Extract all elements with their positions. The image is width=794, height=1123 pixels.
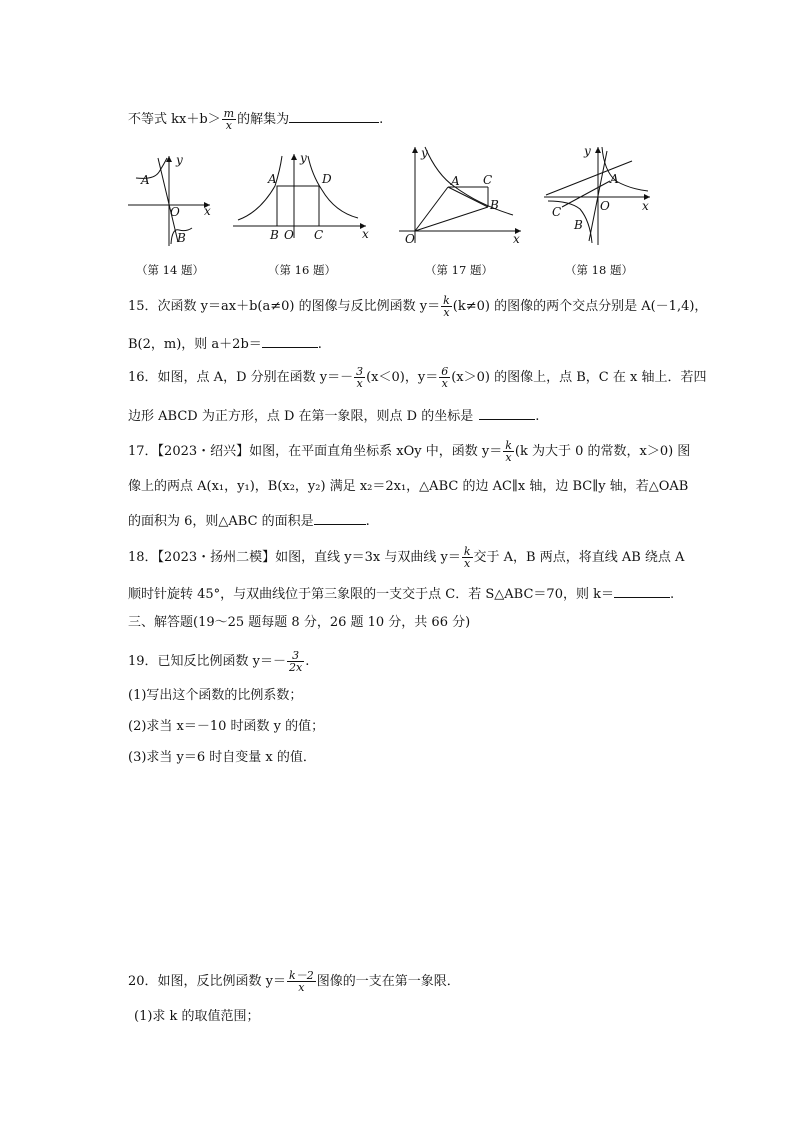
- q18-text-2: 顺时针旋转 45°，与双曲线位于第三象限的一支交于点 C．若 S△ABC＝70，则 k＝: [128, 587, 614, 602]
- q16-text-b: (x＜0)，y＝: [366, 370, 439, 385]
- q19-frac-num: 3: [287, 650, 304, 662]
- q20-part-1: (1)求 k 的取值范围；: [134, 1009, 260, 1024]
- q20-fraction: [287, 970, 316, 993]
- q19-part-3: (3)求当 y＝6 时自变量 x 的值．: [128, 750, 316, 765]
- caption-fig16: （第 16 题）: [268, 263, 336, 277]
- q20-text-b: 图像的一支在第一象限．: [316, 974, 460, 989]
- q18-text-a: 18．【2023・扬州二模】如图，直线 y＝3x 与双曲线 y＝: [128, 550, 461, 565]
- fig18-origin-label: O: [600, 199, 610, 213]
- q19-stem: [128, 650, 309, 673]
- q18-answer-blank[interactable]: [614, 583, 670, 598]
- fig17-point-c: C: [483, 173, 493, 187]
- fig18-point-b: B: [574, 218, 583, 232]
- figure-18: [540, 143, 655, 247]
- q20-frac-den: x: [298, 981, 305, 994]
- q17-text-a: 17．【2023・绍兴】如图，在平面直角坐标系 xOy 中，函数 y＝: [128, 444, 503, 459]
- q15-end: .: [317, 337, 322, 352]
- q14-text-post: 的解集为: [237, 112, 290, 127]
- section-3-heading: 三、解答题(19～25 题每题 8 分，26 题 10 分，共 66 分): [128, 615, 471, 630]
- fig14-point-b: B: [177, 231, 186, 245]
- fig16-point-b: B: [270, 228, 279, 242]
- q20-frac-num: k－2: [289, 969, 314, 982]
- q17-line-2: [128, 478, 688, 496]
- q19-text-a: 19．已知反比例函数 y＝－: [128, 654, 287, 669]
- q17-end: .: [365, 514, 370, 529]
- fig16-y-label: y: [300, 151, 307, 165]
- q18-text-b: 交于 A，B 两点，将直线 AB 绕点 A: [473, 550, 685, 565]
- q14-frac-den: x: [225, 119, 232, 132]
- fig16-x-label: x: [362, 227, 369, 241]
- fig17-point-b: B: [490, 198, 499, 212]
- q15-fraction: [441, 295, 452, 318]
- caption-fig14: （第 14 题）: [136, 263, 204, 277]
- fig14-origin-label: O: [170, 205, 180, 219]
- fig17-origin-label: O: [405, 232, 415, 246]
- q19-text-b: .: [305, 654, 310, 669]
- fig18-y-label: y: [584, 144, 591, 158]
- fig18-point-a: A: [610, 172, 619, 186]
- q14-tail-line: [128, 108, 383, 131]
- q15-answer-blank[interactable]: [262, 333, 318, 348]
- q16-frac1-den: x: [356, 377, 363, 390]
- q16-fraction-2: [439, 366, 450, 389]
- q14-text-pre: 不等式 kx＋b＞: [128, 112, 221, 127]
- q17-fraction: [503, 440, 514, 463]
- q16-end: .: [535, 409, 540, 424]
- q16-text-a: 16．如图，点 A，D 分别在函数 y＝－: [128, 370, 354, 385]
- q16-text-2: 边形 ABCD 为正方形，点 D 在第一象限，则点 D 的坐标是: [128, 409, 474, 424]
- q17-frac-num: k: [505, 439, 512, 452]
- figure-16: [230, 150, 370, 242]
- fig16-point-d: D: [322, 172, 332, 186]
- q15-frac-num: k: [443, 294, 450, 307]
- caption-fig17: （第 17 题）: [425, 263, 493, 277]
- q14-end: .: [379, 112, 384, 127]
- q16-frac2-num: 6: [441, 365, 449, 378]
- q15-line-1: [128, 295, 707, 318]
- q17-frac-den: x: [505, 451, 512, 464]
- q15-text-a: 15．次函数 y＝ax＋b(a≠0) 的图像与反比例函数 y＝: [128, 299, 441, 314]
- q19-frac-den: 2x: [289, 661, 303, 674]
- q16-frac2-den: x: [441, 377, 448, 390]
- fig17-x-label: x: [513, 232, 520, 246]
- q18-line-2: [128, 583, 674, 604]
- fig14-point-a: A: [141, 173, 150, 187]
- q19-part-1: (1)写出这个函数的比例系数；: [128, 688, 303, 703]
- fig18-point-c: C: [552, 205, 562, 219]
- q18-line-1: [128, 546, 684, 569]
- q15-text-2: B(2，m)，则 a＋2b＝: [128, 337, 262, 352]
- fig16-point-c: C: [314, 228, 324, 242]
- fig17-y-label: y: [421, 146, 428, 160]
- q16-text-c: (x＞0) 的图像上，点 B，C 在 x 轴上．若四: [451, 370, 707, 385]
- fig14-y-label: y: [176, 153, 183, 167]
- q16-answer-blank[interactable]: [479, 405, 535, 420]
- figure-14: [124, 150, 216, 250]
- q16-line-2: [128, 405, 539, 426]
- q19-part-2: (2)求当 x＝－10 时函数 y 的值；: [128, 719, 325, 734]
- fig16-origin-label: O: [284, 228, 294, 242]
- q18-frac-den: x: [464, 557, 471, 570]
- fig17-point-a: A: [451, 174, 460, 188]
- q18-frac-num: k: [463, 545, 471, 558]
- q19-fraction: [287, 650, 304, 673]
- q16-fraction-1: [354, 366, 365, 389]
- q14-fraction: [222, 108, 236, 131]
- q18-end: .: [669, 587, 675, 602]
- caption-fig18: （第 18 题）: [565, 263, 633, 277]
- q15-line-2: [128, 333, 322, 354]
- figure-17: [395, 143, 525, 247]
- q15-frac-den: x: [443, 306, 450, 319]
- q17-text-3: 的面积为 6，则△ABC 的面积是: [128, 514, 314, 529]
- q15-text-b: (k≠0) 的图像的两个交点分别是 A(－1,4)，: [452, 299, 708, 314]
- q14-frac-num: m: [223, 107, 235, 120]
- q17-text-2: 像上的两点 A(x₁，y₁)，B(x₂，y₂) 满足 x₂＝2x₁，△ABC 的边 AC∥x 轴，边 BC∥y 轴，若△OAB: [128, 479, 689, 494]
- q14-answer-blank[interactable]: [289, 108, 379, 123]
- q16-line-1: [128, 366, 706, 389]
- q17-line-1: [128, 440, 690, 463]
- fig14-x-label: x: [204, 204, 211, 218]
- fig16-point-a: A: [268, 172, 277, 186]
- q17-answer-blank[interactable]: [314, 510, 366, 525]
- q18-fraction: [462, 546, 473, 569]
- q17-line-3: [128, 510, 370, 531]
- q20-stem: [128, 970, 460, 993]
- q16-frac1-num: 3: [356, 365, 364, 378]
- fig18-x-label: x: [642, 199, 649, 213]
- q17-text-b: (k 为大于 0 的常数，x＞0) 图: [514, 444, 691, 459]
- q20-text-a: 20．如图，反比例函数 y＝: [128, 974, 287, 989]
